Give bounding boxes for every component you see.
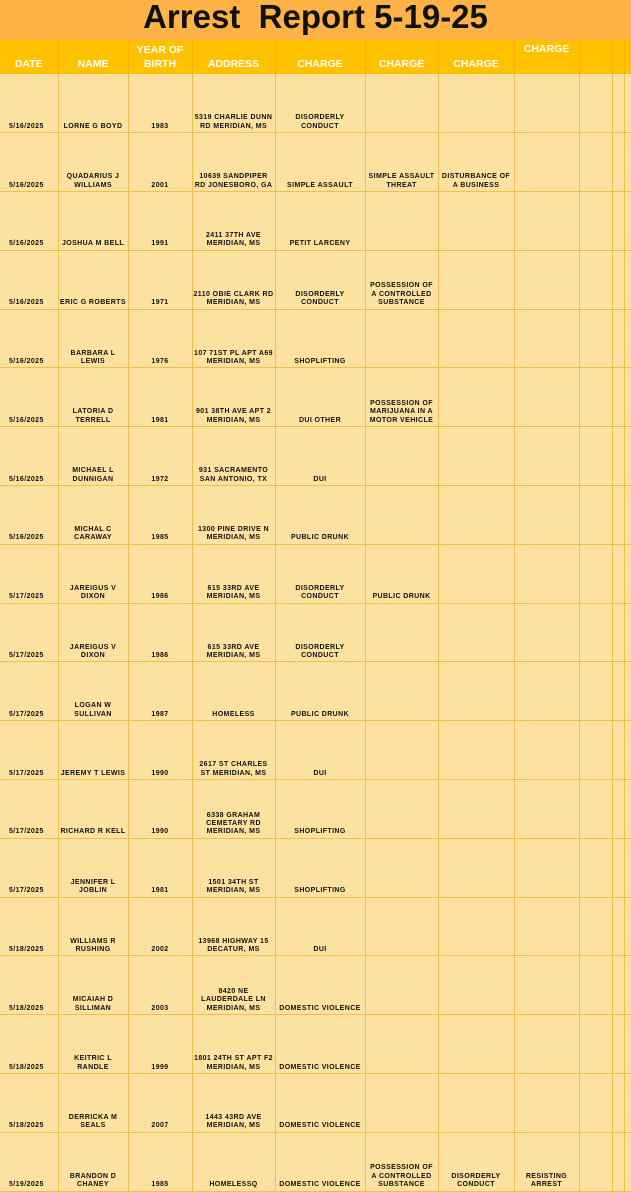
charge-3-cell	[438, 192, 514, 251]
charge-2-cell	[365, 74, 438, 133]
empty-cell	[579, 74, 612, 133]
charge-4-cell	[514, 368, 579, 427]
address-cell: 10639 SANDPIPER RD JONESBORO, GA	[192, 133, 275, 192]
empty-cell	[624, 133, 631, 192]
charge-3-cell	[438, 956, 514, 1015]
charge-3-cell	[438, 250, 514, 309]
empty-cell	[624, 662, 631, 721]
address-cell: 901 38TH AVE APT 2 MERIDIAN, MS	[192, 368, 275, 427]
name-cell: LOGAN W SULLIVAN	[58, 662, 128, 721]
empty-cell	[612, 1074, 624, 1133]
empty-cell	[624, 721, 631, 780]
table-row	[0, 603, 631, 662]
charge-3-cell	[438, 721, 514, 780]
header-charge-4: CHARGE	[514, 40, 579, 74]
date-cell: 5/16/2025	[0, 74, 58, 133]
table-row	[0, 250, 631, 309]
empty-cell	[579, 780, 612, 839]
address-cell: HOMELESSQ	[192, 1132, 275, 1191]
charge-4-cell	[514, 192, 579, 251]
charge-3-cell	[438, 309, 514, 368]
table-row	[0, 956, 631, 1015]
address-cell: 1300 PINE DRIVE N MERIDIAN, MS	[192, 486, 275, 545]
address-cell: 1801 24TH ST APT F2 MERIDIAN, MS	[192, 1015, 275, 1074]
charge-3-cell	[438, 544, 514, 603]
table-row	[0, 838, 631, 897]
charge-2-cell	[365, 956, 438, 1015]
name-cell: ERIC G ROBERTS	[58, 250, 128, 309]
year-of-birth-cell: 2001	[128, 133, 192, 192]
name-cell: BRANDON D CHANEY	[58, 1132, 128, 1191]
charge-1-cell: PUBLIC DRUNK	[275, 662, 365, 721]
year-of-birth-cell: 1986	[128, 544, 192, 603]
charge-2-cell	[365, 486, 438, 545]
charge-4-cell	[514, 780, 579, 839]
charge-1-cell: DISORDERLY CONDUCT	[275, 544, 365, 603]
empty-cell	[612, 721, 624, 780]
name-cell: JEREMY T LEWIS	[58, 721, 128, 780]
charge-2-cell	[365, 427, 438, 486]
empty-cell	[624, 603, 631, 662]
charge-4-cell	[514, 1074, 579, 1133]
charge-4-cell	[514, 133, 579, 192]
address-cell: HOMELESS	[192, 662, 275, 721]
table-row	[0, 1074, 631, 1133]
empty-cell	[579, 192, 612, 251]
charge-2-cell: POSSESSION OF MARIJUANA IN A MOTOR VEHICLE	[365, 368, 438, 427]
address-cell: 615 33RD AVE MERIDIAN, MS	[192, 603, 275, 662]
charge-4-cell	[514, 1015, 579, 1074]
date-cell: 5/18/2025	[0, 1015, 58, 1074]
charge-3-cell	[438, 427, 514, 486]
empty-cell	[612, 192, 624, 251]
address-cell: 2110 OBIE CLARK RD MERIDIAN, MS	[192, 250, 275, 309]
date-cell: 5/18/2025	[0, 1074, 58, 1133]
charge-1-cell: DOMESTIC VIOLENCE	[275, 1132, 365, 1191]
empty-cell	[579, 486, 612, 545]
charge-3-cell	[438, 780, 514, 839]
charge-1-cell: SHOPLIFTING	[275, 838, 365, 897]
header-name: NAME	[58, 40, 128, 74]
year-of-birth-cell: 1971	[128, 250, 192, 309]
charge-2-cell: PUBLIC DRUNK	[365, 544, 438, 603]
charge-2-cell	[365, 662, 438, 721]
year-of-birth-cell: 1985	[128, 1132, 192, 1191]
empty-cell	[579, 662, 612, 721]
address-cell: 107 71ST PL APT A69 MERIDIAN, MS	[192, 309, 275, 368]
name-cell: JAREIGUS V DIXON	[58, 603, 128, 662]
charge-1-cell: PUBLIC DRUNK	[275, 486, 365, 545]
charge-2-cell: SIMPLE ASSAULT THREAT	[365, 133, 438, 192]
charge-2-cell	[365, 721, 438, 780]
table-row	[0, 309, 631, 368]
date-cell: 5/17/2025	[0, 662, 58, 721]
empty-cell	[612, 427, 624, 486]
empty-cell	[624, 838, 631, 897]
name-cell: BARBARA L LEWIS	[58, 309, 128, 368]
date-cell: 5/16/2025	[0, 427, 58, 486]
charge-3-cell: DISTURBANCE OF A BUSINESS	[438, 133, 514, 192]
name-cell: JENNIFER L JOBLIN	[58, 838, 128, 897]
charge-1-cell: SHOPLIFTING	[275, 780, 365, 839]
empty-cell	[579, 838, 612, 897]
year-of-birth-cell: 1976	[128, 309, 192, 368]
date-cell: 5/16/2025	[0, 192, 58, 251]
table-row	[0, 544, 631, 603]
empty-cell	[612, 1015, 624, 1074]
charge-2-cell: POSSESSION OF A CONTROLLED SUBSTANCE	[365, 1132, 438, 1191]
charge-2-cell	[365, 780, 438, 839]
table-row	[0, 1132, 631, 1191]
empty-cell	[579, 1015, 612, 1074]
charge-4-cell	[514, 662, 579, 721]
empty-cell	[624, 309, 631, 368]
table-header	[0, 40, 631, 74]
header-year-of-birth: YEAR OF BIRTH	[128, 40, 192, 74]
charge-4-cell	[514, 486, 579, 545]
address-cell: 5319 CHARLIE DUNN RD MERIDIAN, MS	[192, 74, 275, 133]
table-body	[0, 74, 631, 1191]
charge-1-cell: DUI	[275, 427, 365, 486]
charge-4-cell	[514, 956, 579, 1015]
charge-4-cell	[514, 309, 579, 368]
charge-2-cell	[365, 897, 438, 956]
charge-3-cell	[438, 368, 514, 427]
year-of-birth-cell: 1999	[128, 1015, 192, 1074]
table-row	[0, 74, 631, 133]
year-of-birth-cell: 1986	[128, 603, 192, 662]
empty-cell	[624, 780, 631, 839]
empty-cell	[579, 897, 612, 956]
empty-cell	[624, 1132, 631, 1191]
empty-cell	[612, 603, 624, 662]
address-cell: 1501 34TH ST MERIDIAN, MS	[192, 838, 275, 897]
empty-cell	[579, 133, 612, 192]
year-of-birth-cell: 2007	[128, 1074, 192, 1133]
charge-3-cell	[438, 662, 514, 721]
charge-2-cell	[365, 192, 438, 251]
charge-2-cell	[365, 309, 438, 368]
charge-4-cell	[514, 838, 579, 897]
empty-cell	[612, 74, 624, 133]
empty-cell	[579, 427, 612, 486]
table-row	[0, 368, 631, 427]
header-charge-2: CHARGE	[365, 40, 438, 74]
date-cell: 5/16/2025	[0, 309, 58, 368]
charge-3-cell	[438, 1015, 514, 1074]
year-of-birth-cell: 1981	[128, 838, 192, 897]
table-row	[0, 427, 631, 486]
name-cell: WILLIAMS R RUSHING	[58, 897, 128, 956]
empty-cell	[624, 427, 631, 486]
date-cell: 5/17/2025	[0, 780, 58, 839]
empty-cell	[624, 544, 631, 603]
empty-cell	[579, 956, 612, 1015]
header-blank-3	[624, 40, 631, 74]
name-cell: KEITRIC L RANDLE	[58, 1015, 128, 1074]
charge-3-cell	[438, 838, 514, 897]
charge-1-cell: DUI	[275, 721, 365, 780]
charge-2-cell	[365, 1015, 438, 1074]
date-cell: 5/16/2025	[0, 250, 58, 309]
address-cell: 6338 GRAHAM CEMETARY RD MERIDIAN, MS	[192, 780, 275, 839]
date-cell: 5/17/2025	[0, 721, 58, 780]
empty-cell	[624, 486, 631, 545]
header-date: DATE	[0, 40, 58, 74]
charge-3-cell	[438, 603, 514, 662]
name-cell: LORNE G BOYD	[58, 74, 128, 133]
empty-cell	[624, 956, 631, 1015]
address-cell: 931 SACRAMENTO SAN ANTONIO, TX	[192, 427, 275, 486]
empty-cell	[624, 897, 631, 956]
date-cell: 5/17/2025	[0, 544, 58, 603]
table-row	[0, 133, 631, 192]
name-cell: MICHAEL L DUNNIGAN	[58, 427, 128, 486]
address-cell: 2617 ST CHARLES ST MERIDIAN, MS	[192, 721, 275, 780]
year-of-birth-cell: 1987	[128, 662, 192, 721]
empty-cell	[612, 838, 624, 897]
empty-cell	[579, 250, 612, 309]
charge-3-cell	[438, 1074, 514, 1133]
empty-cell	[624, 368, 631, 427]
empty-cell	[612, 309, 624, 368]
table-row	[0, 897, 631, 956]
header-charge-3: CHARGE	[438, 40, 514, 74]
address-cell: 1443 43RD AVE MERIDIAN, MS	[192, 1074, 275, 1133]
year-of-birth-cell: 2002	[128, 897, 192, 956]
charge-1-cell: DISORDERLY CONDUCT	[275, 74, 365, 133]
empty-cell	[579, 544, 612, 603]
charge-1-cell: SIMPLE ASSAULT	[275, 133, 365, 192]
empty-cell	[612, 1132, 624, 1191]
header-address: ADDRESS	[192, 40, 275, 74]
header-charge-1: CHARGE	[275, 40, 365, 74]
charge-4-cell	[514, 721, 579, 780]
empty-cell	[612, 780, 624, 839]
charge-4-cell	[514, 427, 579, 486]
charge-3-cell: DISORDERLY CONDUCT	[438, 1132, 514, 1191]
charge-1-cell: DOMESTIC VIOLENCE	[275, 1074, 365, 1133]
empty-cell	[612, 368, 624, 427]
empty-cell	[624, 192, 631, 251]
empty-cell	[579, 1074, 612, 1133]
empty-cell	[612, 662, 624, 721]
table-row	[0, 1015, 631, 1074]
charge-1-cell: DOMESTIC VIOLENCE	[275, 956, 365, 1015]
empty-cell	[612, 956, 624, 1015]
charge-1-cell: DISORDERLY CONDUCT	[275, 250, 365, 309]
year-of-birth-cell: 1972	[128, 427, 192, 486]
empty-cell	[624, 1074, 631, 1133]
empty-cell	[579, 368, 612, 427]
empty-cell	[579, 309, 612, 368]
year-of-birth-cell: 1983	[128, 74, 192, 133]
name-cell: LATORIA D TERRELL	[58, 368, 128, 427]
address-cell: 615 33RD AVE MERIDIAN, MS	[192, 544, 275, 603]
year-of-birth-cell: 2003	[128, 956, 192, 1015]
empty-cell	[624, 1015, 631, 1074]
empty-cell	[579, 1132, 612, 1191]
address-cell: 13968 HIGHWAY 15 DECATUR, MS	[192, 897, 275, 956]
charge-3-cell	[438, 74, 514, 133]
year-of-birth-cell: 1990	[128, 721, 192, 780]
date-cell: 5/16/2025	[0, 133, 58, 192]
empty-cell	[624, 250, 631, 309]
charge-4-cell	[514, 544, 579, 603]
empty-cell	[612, 544, 624, 603]
name-cell: MICHAL C CARAWAY	[58, 486, 128, 545]
charge-2-cell	[365, 1074, 438, 1133]
name-cell: MICAIAH D SILLIMAN	[58, 956, 128, 1015]
charge-4-cell	[514, 603, 579, 662]
header-blank-2	[612, 40, 624, 74]
date-cell: 5/17/2025	[0, 603, 58, 662]
table-row	[0, 662, 631, 721]
table-row	[0, 486, 631, 545]
table-row	[0, 780, 631, 839]
date-cell: 5/19/2025	[0, 1132, 58, 1191]
empty-cell	[612, 133, 624, 192]
year-of-birth-cell: 1991	[128, 192, 192, 251]
charge-4-cell	[514, 74, 579, 133]
year-of-birth-cell: 1985	[128, 486, 192, 545]
charge-1-cell: DUI OTHER	[275, 368, 365, 427]
charge-4-cell	[514, 897, 579, 956]
empty-cell	[579, 603, 612, 662]
empty-cell	[612, 897, 624, 956]
charge-3-cell	[438, 486, 514, 545]
empty-cell	[612, 486, 624, 545]
name-cell: JAREIGUS V DIXON	[58, 544, 128, 603]
address-cell: 2411 37TH AVE MERIDIAN, MS	[192, 192, 275, 251]
table-row	[0, 192, 631, 251]
charge-1-cell: PETIT LARCENY	[275, 192, 365, 251]
name-cell: DERRICKA M SEALS	[58, 1074, 128, 1133]
empty-cell	[579, 721, 612, 780]
arrest-table	[0, 40, 631, 1192]
charge-1-cell: DOMESTIC VIOLENCE	[275, 1015, 365, 1074]
name-cell: RICHARD R KELL	[58, 780, 128, 839]
charge-1-cell: SHOPLIFTING	[275, 309, 365, 368]
name-cell: JOSHUA M BELL	[58, 192, 128, 251]
report-title: Arrest Report 5-19-25	[0, 0, 631, 40]
charge-3-cell	[438, 897, 514, 956]
date-cell: 5/16/2025	[0, 486, 58, 545]
date-cell: 5/16/2025	[0, 368, 58, 427]
charge-2-cell	[365, 603, 438, 662]
address-cell: 8420 NE LAUDERDALE LN MERIDIAN, MS	[192, 956, 275, 1015]
charge-1-cell: DISORDERLY CONDUCT	[275, 603, 365, 662]
date-cell: 5/18/2025	[0, 956, 58, 1015]
charge-2-cell	[365, 838, 438, 897]
header-blank-1	[579, 40, 612, 74]
year-of-birth-cell: 1990	[128, 780, 192, 839]
empty-cell	[624, 74, 631, 133]
charge-1-cell: DUI	[275, 897, 365, 956]
empty-cell	[612, 250, 624, 309]
name-cell: QUADARIUS J WILLIAMS	[58, 133, 128, 192]
charge-4-cell: RESISTING ARREST	[514, 1132, 579, 1191]
year-of-birth-cell: 1981	[128, 368, 192, 427]
table-row	[0, 721, 631, 780]
charge-2-cell: POSSESSION OF A CONTROLLED SUBSTANCE	[365, 250, 438, 309]
charge-4-cell	[514, 250, 579, 309]
date-cell: 5/17/2025	[0, 838, 58, 897]
date-cell: 5/18/2025	[0, 897, 58, 956]
